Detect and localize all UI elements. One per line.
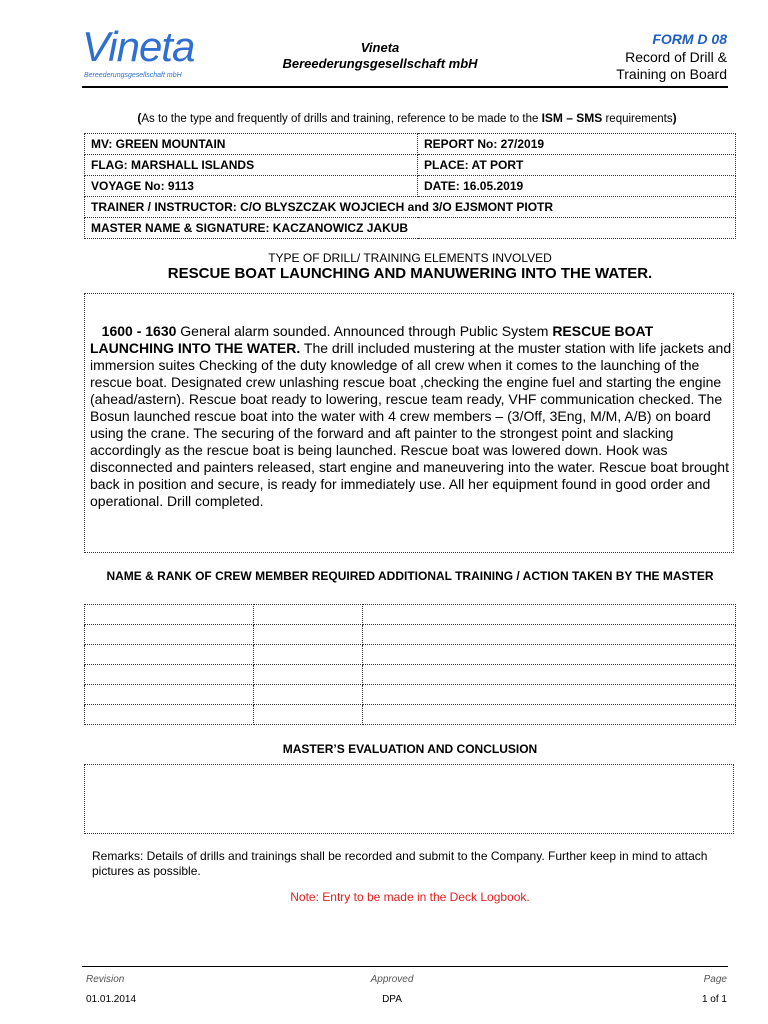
table-row: [85, 605, 736, 625]
date-cell: DATE: 16.05.2019: [418, 176, 736, 197]
table-row: [85, 665, 736, 685]
form-title-line1: Record of Drill &: [625, 49, 727, 65]
place-cell: PLACE: AT PORT: [418, 155, 736, 176]
footer-approved-value: DPA: [382, 994, 402, 1005]
footer-page-label: Page: [703, 974, 727, 985]
drill-time: 1600 - 1630: [101, 323, 177, 339]
vessel-cell: MV: GREEN MOUNTAIN: [85, 134, 418, 155]
evaluation-box: [84, 764, 734, 834]
footer-approved-label: Approved: [370, 974, 414, 985]
form-title: [560, 49, 727, 83]
logbook-note: Note: Entry to be made in the Deck Logbook.: [290, 890, 530, 904]
crew-section-title: NAME & RANK OF CREW MEMBER REQUIRED ADDITIONAL TRAINING / ACTION TAKEN BY THE MASTER: [106, 569, 714, 583]
table-row: [85, 685, 736, 705]
drill-description: 1600 - 1630 General alarm sounded. Announced through Public System RESCUE BOAT LAUNCHING INTO THE WATER. The drill included mustering at the muster station with life jackets and immersion suites Checking of the duty knowledge of all crew when it comes to the launching of the rescue boat. Designated crew unlashing rescue boat ,checking the engine fuel and starting the engine (ahead/astern). Rescue boat ready to lowering, rescue team ready, VHF communication checked. The Bosun launched rescue boat into the water with 4 crew members – (3/Off, 3Eng, M/M, A/B) on board using the crane. The securing of the forward and aft painter to the strongest point and slacking accordingly as the rescue boat is being launched. Rescue boat was lowered down. Hook was disconnected and painters released, start engine and maneuvering into the water. Rescue boat brought back in position and secure, is ready for immediately use. All her equipment found in good order and operational. Drill completed.: [90, 323, 732, 509]
drill-title: RESCUE BOAT LAUNCHING AND MANUWERING INTO THE WATER.: [167, 265, 653, 282]
drill-type-label: TYPE OF DRILL/ TRAINING ELEMENTS INVOLVED: [268, 251, 552, 265]
footer-revision-value: 01.01.2014: [86, 994, 137, 1005]
remarks-text: Remarks: Details of drills and trainings shall be recorded and submit to the Company. Further keep in mind to attach pictures as possible.: [92, 849, 708, 878]
company-name-line1: Vineta: [360, 40, 400, 55]
form-title-line2: Training on Board: [616, 66, 727, 82]
drill-bold-phrase: RESCUE BOAT LAUNCHING INTO THE WATER.: [90, 323, 654, 356]
company-name: [250, 40, 510, 72]
voyage-info-table: [84, 133, 736, 239]
footer-revision-label: Revision: [86, 974, 125, 985]
report-number-cell: REPORT No: 27/2019: [418, 134, 736, 155]
master-cell: MASTER NAME & SIGNATURE: KACZANOWICZ JAKUB: [85, 218, 736, 239]
crew-training-table: [84, 604, 736, 725]
table-row: [85, 705, 736, 725]
company-name-line2: Bereederungsgesellschaft mbH: [282, 56, 478, 71]
flag-cell: FLAG: MARSHALL ISLANDS: [85, 155, 418, 176]
reference-note: (As to the type and frequently of drills and training, reference to be made to the ISM – SMS requirements): [137, 111, 677, 125]
footer-divider: [82, 966, 728, 967]
header-divider: [82, 86, 728, 88]
company-logo: Vineta: [82, 23, 195, 70]
trainer-cell: TRAINER / INSTRUCTOR: C/O BLYSZCZAK WOJCIECH and 3/O EJSMONT PIOTR: [85, 197, 736, 218]
table-row: [85, 645, 736, 665]
footer-page-value: 1 of 1: [701, 994, 727, 1005]
voyage-number-cell: VOYAGE No: 9113: [85, 176, 418, 197]
form-code: FORM D 08: [652, 31, 727, 47]
evaluation-title: MASTER’S EVALUATION AND CONCLUSION: [282, 742, 538, 756]
table-row: [85, 625, 736, 645]
company-logo-subtitle: Bereederungsgesellschaft mbH: [84, 72, 182, 79]
